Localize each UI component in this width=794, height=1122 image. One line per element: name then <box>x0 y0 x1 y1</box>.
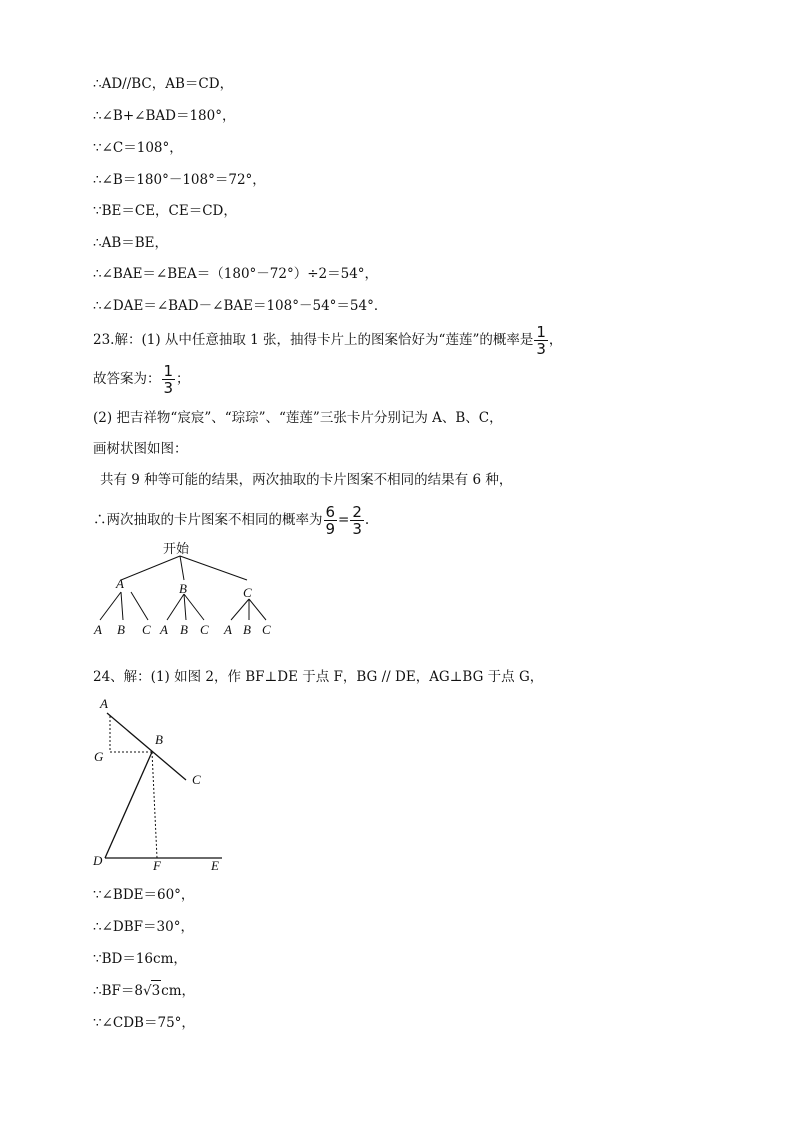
fraction-numerator: 6 <box>325 503 336 521</box>
tree-node: C <box>243 585 252 600</box>
proof-line: ∵∠C＝108°， <box>93 140 183 156</box>
tree-leaf: B <box>117 622 125 637</box>
point-label: C <box>192 772 201 787</box>
q24-step: ∵BD＝16cm， <box>93 951 187 967</box>
proof-line: ∴AB＝BE， <box>93 235 169 251</box>
tree-leaf: A <box>94 622 102 637</box>
bf-prefix: ∴BF＝8 <box>93 983 143 999</box>
tree-node: A <box>116 576 124 591</box>
q23-part2-line: 画树状图如图： <box>93 441 188 457</box>
proof-line: ∴∠BAE＝∠BEA＝（180°－72°）÷2＝54°， <box>93 266 379 282</box>
fraction-numerator: 1 <box>163 362 174 380</box>
q24-intro: 24、解：(1) 如图 2，作 BF⊥DE 于点 F，BG // DE，AG⊥BG 于点 G， <box>93 669 544 685</box>
fraction-numerator: 1 <box>536 323 546 341</box>
sqrt-radicand: 3 <box>151 980 162 1001</box>
tree-leaf: A <box>224 622 232 637</box>
punct: . <box>364 512 370 528</box>
tree-leaf: B <box>180 622 188 637</box>
tree-leaf: B <box>243 622 251 637</box>
tree-root: 开始 <box>163 541 190 556</box>
point-label: F <box>153 858 161 873</box>
geometry-figure <box>105 713 222 858</box>
point-label: E <box>211 858 219 873</box>
point-label: B <box>155 732 163 747</box>
proof-line: ∴AD//BC，AB＝CD， <box>93 76 234 92</box>
answer-label: 故答案为： <box>93 371 161 387</box>
fraction-numerator: 2 <box>352 503 362 521</box>
proof-line: ∴∠B＝180°－108°＝72°， <box>93 172 266 188</box>
tree-leaf: A <box>160 622 168 637</box>
probability-label: ∴两次抽取的卡片图案不相同的概率为 <box>93 512 323 528</box>
q24-step: ∵∠BDE＝60°， <box>93 887 195 903</box>
sqrt-icon: √ <box>142 983 152 999</box>
punct: ， <box>548 332 563 348</box>
proof-line: ∴∠DAE＝∠BAD－∠BAE＝108°－54°＝54°． <box>93 298 388 314</box>
proof-line: ∵BE＝CE，CE＝CD， <box>93 203 237 219</box>
fraction-denominator: 3 <box>163 379 174 397</box>
bf-suffix: cm， <box>161 983 196 999</box>
q23-part2-line: (2) 把吉祥物“宸宸”、“琮琮”、“莲莲”三张卡片分别记为 A、B、C， <box>93 410 503 426</box>
punct: ； <box>176 371 190 387</box>
proof-line: ∴∠B+∠BAD＝180°， <box>93 108 236 124</box>
point-label: G <box>94 749 104 764</box>
fraction-denominator: 3 <box>352 520 362 538</box>
q24-step-sqrt <box>93 980 195 1001</box>
tree-node: B <box>179 581 187 596</box>
tree-leaf: C <box>142 622 151 637</box>
q23-part2-line: 共有 9 种等可能的结果，两次抽取的卡片图案不相同的结果有 6 种， <box>100 472 513 488</box>
q23-part1-text: 23.解：(1) 从中任意抽取 1 张，抽得卡片上的图案恰好为“莲莲”的概率是 <box>93 332 534 348</box>
fraction-denominator: 3 <box>536 340 546 358</box>
tree-leaf: C <box>262 622 271 637</box>
point-label: A <box>100 696 108 711</box>
dotted-helper-lines <box>110 716 157 858</box>
equals-sign: = <box>338 512 350 528</box>
q24-step: ∴∠DBF＝30°， <box>93 919 194 935</box>
fraction-denominator: 9 <box>325 520 336 538</box>
tree-leaf: C <box>200 622 209 637</box>
q24-step: ∵∠CDB＝75°， <box>93 1015 195 1031</box>
point-label: D <box>93 853 103 868</box>
